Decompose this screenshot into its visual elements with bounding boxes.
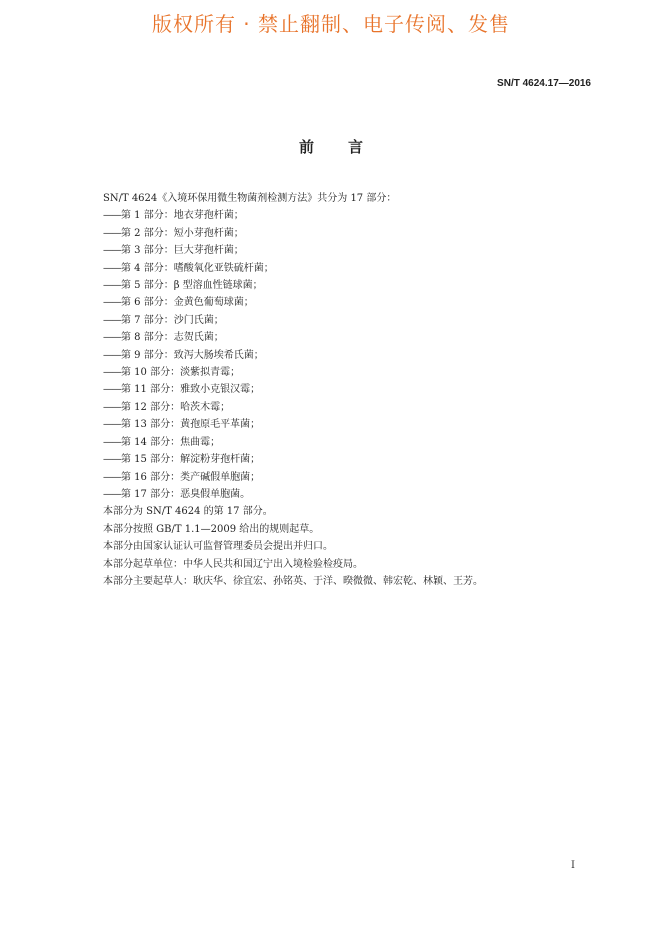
list-item [103,399,573,416]
list-item-text: 第 8 部分：志贺氏菌； [121,332,224,344]
list-item [103,277,573,294]
list-item-text: 第 12 部分：哈茨木霉； [121,401,231,413]
list-item-text: 第 15 部分：解淀粉芽孢杆菌； [121,454,261,466]
list-item-text: 第 16 部分：类产碱假单胞菌； [121,471,261,483]
list-dash: —— [103,436,121,448]
list-dash: —— [103,384,121,396]
list-item-text: 第 3 部分：巨大芽孢杆菌； [121,245,244,257]
list-item-text: 第 6 部分：金黄色葡萄球菌； [121,297,254,309]
list-dash: —— [103,210,121,222]
list-item [103,347,573,364]
copyright-watermark: 版权所有 · 禁止翻制、电子传阅、发售 [151,12,511,36]
list-item [103,469,573,486]
list-dash: —— [103,314,121,326]
list-dash: —— [103,488,121,500]
intro-line: SN/T 4624《入境环保用微生物菌剂检测方法》共分为 17 部分： [103,193,397,204]
list-item [103,260,573,277]
list-item-text: 第 5 部分：β 型溶血性链球菌； [121,280,263,292]
page-title: 前言 [298,138,397,156]
list-item [103,207,573,224]
list-item-text: 第 10 部分：淡紫拟青霉； [121,367,241,379]
list-item [103,486,573,503]
list-item-text: 第 2 部分：短小芽孢杆菌； [121,227,244,239]
list-item-text: 第 14 部分：焦曲霉； [121,436,221,448]
list-item [103,294,573,311]
list-item [103,242,573,259]
list-item-text: 第 1 部分：地衣芽孢杆菌； [121,210,244,222]
list-item [103,434,573,451]
list-item [103,416,573,433]
list-dash: —— [103,227,121,239]
list-dash: —— [103,332,121,344]
page-number: I [571,860,575,871]
list-item-text: 第 7 部分：沙门氏菌； [121,314,224,326]
list-item-text: 第 4 部分：嗜酸氧化亚铁硫杆菌； [121,262,274,274]
list-dash: —— [103,419,121,431]
list-dash: —— [103,367,121,379]
list-dash: —— [103,471,121,483]
list-dash: —— [103,454,121,466]
list-item [103,451,573,468]
list-item [103,329,573,346]
paragraph-drafters: 本部分主要起草人：耿庆华、徐宜宏、孙铭英、于洋、暌微微、韩宏乾、林颖、王芳。 [103,575,483,587]
paragraph-drafting-rules: 本部分按照 GB/T 1.1—2009 给出的规则起草。 [103,523,320,535]
list-item-text: 第 9 部分：致泻大肠埃希氏菌； [121,349,264,361]
list-item [103,364,573,381]
list-dash: —— [103,262,121,274]
list-item-text: 第 17 部分：恶臭假单胞菌。 [121,488,251,500]
paragraph-proposed-by: 本部分由国家认证认可监督管理委员会提出并归口。 [103,541,333,553]
list-item-text: 第 11 部分：雅致小克银汉霉； [121,384,261,396]
standard-code: SN/T 4624.17—2016 [497,78,591,89]
list-item [103,381,573,398]
paragraph-drafting-unit: 本部分起草单位：中华人民共和国辽宁出入境检验检疫局。 [103,558,363,570]
list-item [103,312,573,329]
list-dash: —— [103,245,121,257]
list-dash: —— [103,280,121,292]
list-dash: —— [103,401,121,413]
parts-list [103,207,573,503]
list-item [103,225,573,242]
paragraph-part-number: 本部分为 SN/T 4624 的第 17 部分。 [103,506,273,518]
list-dash: —— [103,297,121,309]
list-dash: —— [103,349,121,361]
list-item-text: 第 13 部分：黄孢原毛平革菌； [121,419,261,431]
document-body [103,190,573,590]
